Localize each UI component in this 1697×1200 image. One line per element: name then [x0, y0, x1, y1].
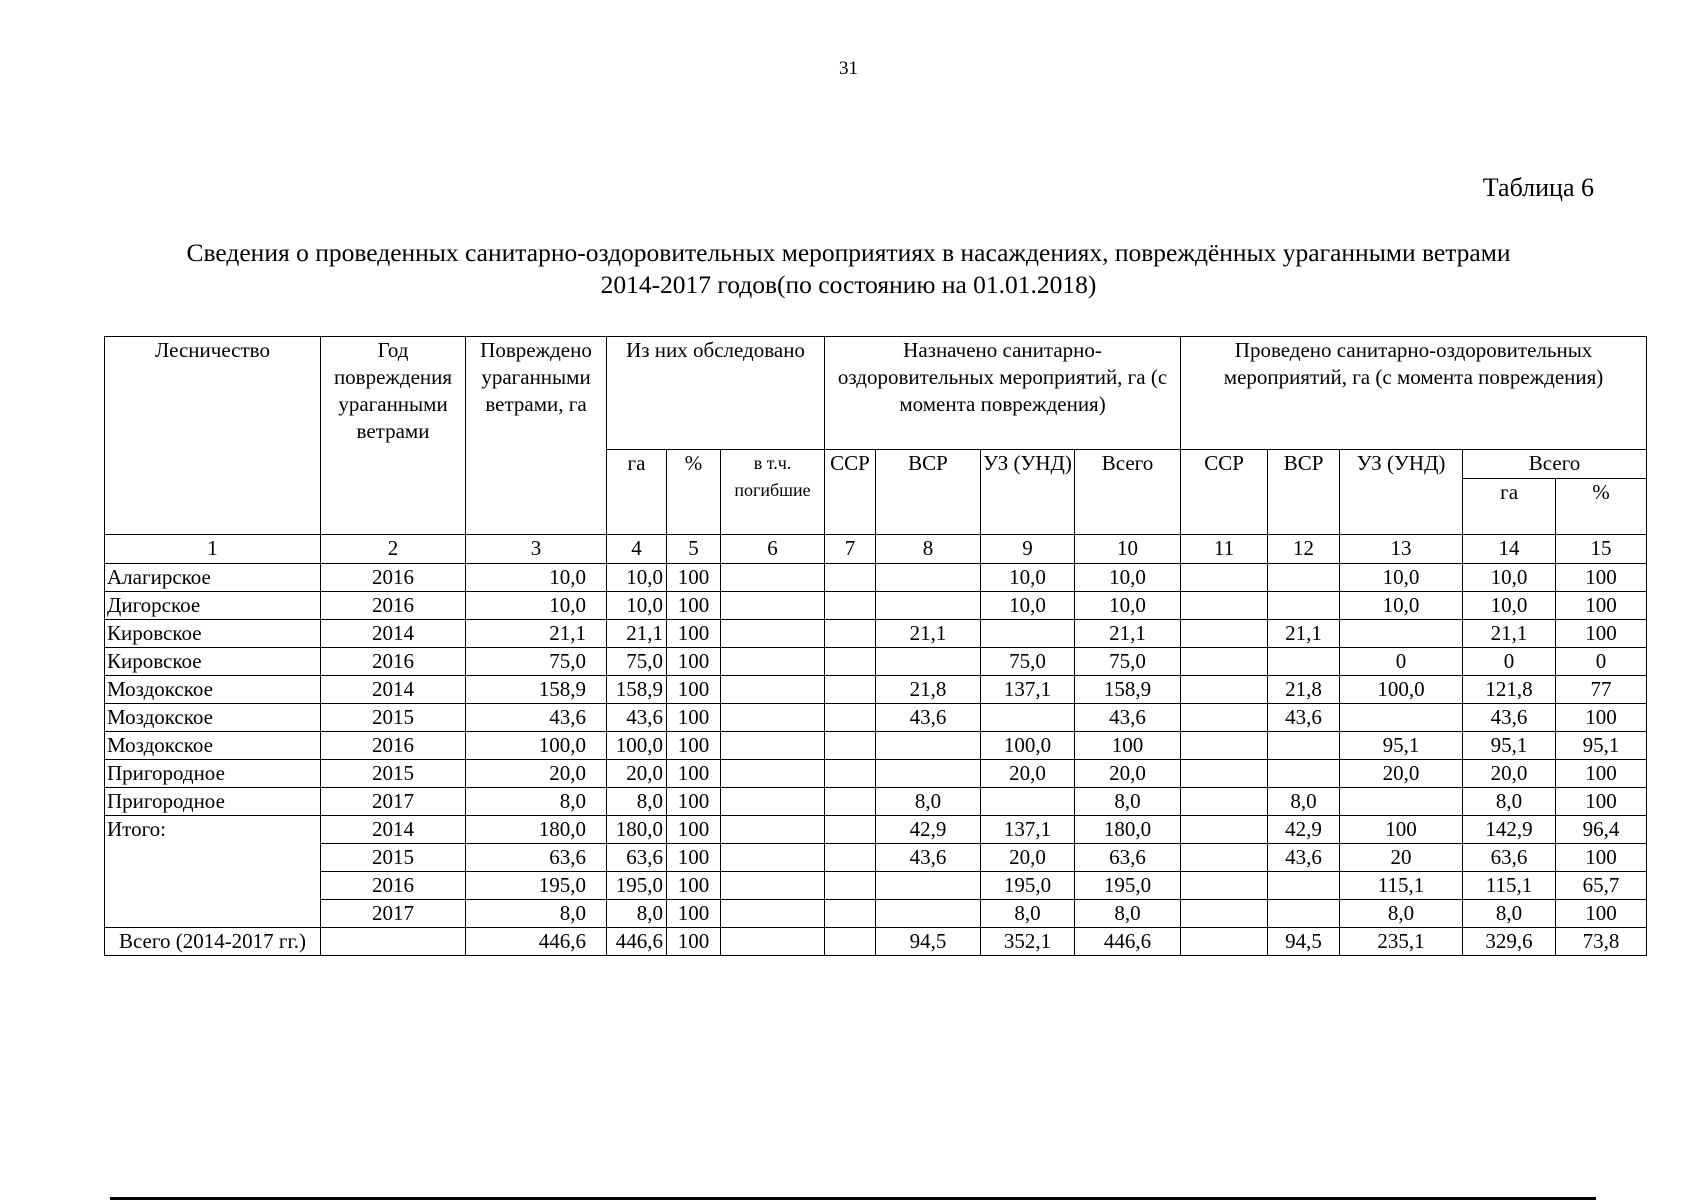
- cell-total-a: 75,0: [1075, 648, 1181, 676]
- cell-year: 2014: [321, 676, 466, 704]
- cell-total-c-ha: 95,1: [1463, 732, 1556, 760]
- cell-uz-c: [1340, 620, 1463, 648]
- cell-dead: [721, 900, 825, 928]
- cell-ssr-a: [825, 732, 876, 760]
- column-number-row: [105, 535, 1647, 564]
- column-number: 6: [721, 535, 825, 564]
- cell-surv-ha: 63,6: [607, 844, 667, 872]
- cell-vsr-a: 21,1: [876, 620, 981, 648]
- cell-surv-ha: 10,0: [607, 564, 667, 592]
- cell-vsr-a: [876, 732, 981, 760]
- cell-damaged: 195,0: [466, 872, 607, 900]
- cell-dead: [721, 872, 825, 900]
- cell-forestry: Моздокское: [105, 704, 321, 732]
- cell-vsr-a: 94,5: [876, 928, 981, 956]
- cell-damaged: 21,1: [466, 620, 607, 648]
- cell-uz-c: 0: [1340, 648, 1463, 676]
- cell-total-c-ha: 8,0: [1463, 900, 1556, 928]
- cell-total-c-pct: 100: [1556, 592, 1647, 620]
- cell-year: 2014: [321, 620, 466, 648]
- cell-total-c-ha: 10,0: [1463, 564, 1556, 592]
- cell-ssr-a: [825, 872, 876, 900]
- cell-surv-ha: 100,0: [607, 732, 667, 760]
- cell-total-a: 21,1: [1075, 620, 1181, 648]
- cell-total-c-ha: 21,1: [1463, 620, 1556, 648]
- cell-ssr-c: [1181, 872, 1268, 900]
- totals-row: [105, 844, 1647, 872]
- cell-total-a: 8,0: [1075, 900, 1181, 928]
- header-damaged: Повреждено ураганными ветрами, га: [466, 337, 607, 535]
- cell-vsr-c: [1268, 732, 1340, 760]
- cell-damaged: 10,0: [466, 592, 607, 620]
- cell-ssr-a: [825, 760, 876, 788]
- cell-damaged: 180,0: [466, 816, 607, 844]
- header-total-conducted-pct: %: [1556, 479, 1647, 535]
- title-line-1: Сведения о проведенных санитарно-оздоровительных мероприятиях в насаждениях, повреждённых ураганными ветрами: [186, 238, 1511, 267]
- cell-vsr-a: 21,8: [876, 676, 981, 704]
- cell-year: 2015: [321, 844, 466, 872]
- header-ssr-conducted: ССР: [1181, 450, 1268, 535]
- cell-total-a: 446,6: [1075, 928, 1181, 956]
- cell-uz-a: 195,0: [981, 872, 1075, 900]
- cell-forestry: Кировское: [105, 648, 321, 676]
- cell-uz-a: 137,1: [981, 676, 1075, 704]
- cell-dead: [721, 760, 825, 788]
- cell-surv-pct: 100: [667, 760, 721, 788]
- cell-uz-a: 10,0: [981, 564, 1075, 592]
- cell-dead: [721, 648, 825, 676]
- cell-surv-pct: 100: [667, 620, 721, 648]
- cell-uz-a: 352,1: [981, 928, 1075, 956]
- cell-total-a: 20,0: [1075, 760, 1181, 788]
- cell-uz-a: 8,0: [981, 900, 1075, 928]
- column-number: 11: [1181, 535, 1268, 564]
- cell-forestry: Моздокское: [105, 732, 321, 760]
- cell-year: 2015: [321, 760, 466, 788]
- cell-vsr-a: [876, 648, 981, 676]
- cell-ssr-c: [1181, 732, 1268, 760]
- column-number: 1: [105, 535, 321, 564]
- header-vsr-conducted: ВСР: [1268, 450, 1340, 535]
- header-year: Год повреждения ураганными ветрами: [321, 337, 466, 535]
- cell-surv-pct: 100: [667, 872, 721, 900]
- cell-uz-c: 10,0: [1340, 564, 1463, 592]
- cell-total-c-pct: 100: [1556, 620, 1647, 648]
- cell-vsr-c: 43,6: [1268, 844, 1340, 872]
- cell-year: 2017: [321, 900, 466, 928]
- cell-uz-c: 115,1: [1340, 872, 1463, 900]
- cell-vsr-c: 43,6: [1268, 704, 1340, 732]
- cell-uz-c: 20: [1340, 844, 1463, 872]
- header-vsr-assigned: ВСР: [876, 450, 981, 535]
- cell-ssr-c: [1181, 704, 1268, 732]
- cell-surv-pct: 100: [667, 704, 721, 732]
- column-number: 4: [607, 535, 667, 564]
- cell-total-c-ha: 8,0: [1463, 788, 1556, 816]
- cell-year: 2016: [321, 732, 466, 760]
- table-body: [105, 564, 1647, 956]
- cell-total-c-ha: 10,0: [1463, 592, 1556, 620]
- cell-total-c-pct: 96,4: [1556, 816, 1647, 844]
- cell-surv-pct: 100: [667, 564, 721, 592]
- cell-damaged: 158,9: [466, 676, 607, 704]
- cell-ssr-c: [1181, 816, 1268, 844]
- cell-uz-c: 10,0: [1340, 592, 1463, 620]
- cell-year: 2017: [321, 788, 466, 816]
- cell-uz-c: 100,0: [1340, 676, 1463, 704]
- cell-ssr-c: [1181, 564, 1268, 592]
- cell-uz-c: [1340, 704, 1463, 732]
- cell-dead: [721, 592, 825, 620]
- column-number: 15: [1556, 535, 1647, 564]
- cell-total-c-ha: 115,1: [1463, 872, 1556, 900]
- cell-total-c-ha: 142,9: [1463, 816, 1556, 844]
- table-label: Таблица 6: [1482, 173, 1594, 202]
- cell-total-c-pct: 77: [1556, 676, 1647, 704]
- cell-damaged: 8,0: [466, 788, 607, 816]
- header-dead: в т.ч. погибшие: [721, 450, 825, 535]
- cell-vsr-c: [1268, 872, 1340, 900]
- cell-uz-a: 20,0: [981, 844, 1075, 872]
- cell-total-c-pct: 73,8: [1556, 928, 1647, 956]
- cell-total-a: 100: [1075, 732, 1181, 760]
- cell-uz-a: [981, 620, 1075, 648]
- cell-uz-a: [981, 704, 1075, 732]
- cell-vsr-a: 43,6: [876, 844, 981, 872]
- cell-ssr-c: [1181, 620, 1268, 648]
- cell-vsr-a: [876, 760, 981, 788]
- cell-total-a: 195,0: [1075, 872, 1181, 900]
- cell-surv-pct: 100: [667, 900, 721, 928]
- cell-year: [321, 928, 466, 956]
- cell-total-c-ha: 43,6: [1463, 704, 1556, 732]
- cell-surv-pct: 100: [667, 816, 721, 844]
- cell-uz-a: 100,0: [981, 732, 1075, 760]
- table-row: [105, 620, 1647, 648]
- title-line-2: 2014-2017 годов(по состоянию на 01.01.2018): [600, 270, 1097, 299]
- cell-uz-a: 20,0: [981, 760, 1075, 788]
- cell-year: 2016: [321, 872, 466, 900]
- cell-total-c-pct: 95,1: [1556, 732, 1647, 760]
- cell-forestry: Пригородное: [105, 788, 321, 816]
- cell-dead: [721, 816, 825, 844]
- table-row: [105, 732, 1647, 760]
- cell-total-a: 8,0: [1075, 788, 1181, 816]
- cell-ssr-a: [825, 564, 876, 592]
- cell-total-c-pct: 100: [1556, 788, 1647, 816]
- cell-damaged: 63,6: [466, 844, 607, 872]
- report-table: [104, 336, 1647, 956]
- cell-total-c-pct: 100: [1556, 844, 1647, 872]
- cell-dead: [721, 788, 825, 816]
- cell-ssr-c: [1181, 648, 1268, 676]
- cell-surv-ha: 20,0: [607, 760, 667, 788]
- cell-forestry: Кировское: [105, 620, 321, 648]
- totals-row: [105, 816, 1647, 844]
- cell-vsr-c: [1268, 648, 1340, 676]
- cell-surv-ha: 10,0: [607, 592, 667, 620]
- cell-surv-ha: 8,0: [607, 900, 667, 928]
- cell-total-c-pct: 100: [1556, 704, 1647, 732]
- cell-vsr-a: 8,0: [876, 788, 981, 816]
- cell-total-a: 43,6: [1075, 704, 1181, 732]
- cell-dead: [721, 676, 825, 704]
- cell-surv-ha: 158,9: [607, 676, 667, 704]
- cell-vsr-c: 42,9: [1268, 816, 1340, 844]
- header-uz-assigned: УЗ (УНД): [981, 450, 1075, 535]
- cell-total-a: 10,0: [1075, 592, 1181, 620]
- cell-dead: [721, 844, 825, 872]
- table-row: [105, 592, 1647, 620]
- cell-damaged: 20,0: [466, 760, 607, 788]
- cell-total-c-ha: 0: [1463, 648, 1556, 676]
- cell-vsr-c: [1268, 592, 1340, 620]
- cell-vsr-a: 42,9: [876, 816, 981, 844]
- cell-vsr-a: [876, 564, 981, 592]
- header-total-conducted: Всего: [1463, 450, 1647, 479]
- column-number: 8: [876, 535, 981, 564]
- cell-dead: [721, 928, 825, 956]
- cell-uz-a: 10,0: [981, 592, 1075, 620]
- grand-total-row: [105, 928, 1647, 956]
- cell-ssr-c: [1181, 928, 1268, 956]
- cell-surv-ha: 43,6: [607, 704, 667, 732]
- header-surveyed: Из них обследовано: [607, 337, 825, 450]
- totals-row: [105, 900, 1647, 928]
- cell-year: 2016: [321, 648, 466, 676]
- cell-total-c-pct: 100: [1556, 760, 1647, 788]
- cell-uz-c: 100: [1340, 816, 1463, 844]
- cell-surv-pct: 100: [667, 592, 721, 620]
- cell-uz-a: 75,0: [981, 648, 1075, 676]
- cell-surv-ha: 21,1: [607, 620, 667, 648]
- table-row: [105, 760, 1647, 788]
- cell-ssr-a: [825, 676, 876, 704]
- cell-damaged: 43,6: [466, 704, 607, 732]
- cell-total-a: 180,0: [1075, 816, 1181, 844]
- header-uz-conducted: УЗ (УНД): [1340, 450, 1463, 535]
- cell-total-c-pct: 100: [1556, 564, 1647, 592]
- cell-ssr-a: [825, 592, 876, 620]
- cell-year: 2014: [321, 816, 466, 844]
- cell-total-a: 63,6: [1075, 844, 1181, 872]
- cell-dead: [721, 620, 825, 648]
- cell-uz-c: 20,0: [1340, 760, 1463, 788]
- cell-total-a: 158,9: [1075, 676, 1181, 704]
- cell-vsr-a: [876, 592, 981, 620]
- cell-ssr-a: [825, 928, 876, 956]
- cell-vsr-c: [1268, 900, 1340, 928]
- cell-uz-a: 137,1: [981, 816, 1075, 844]
- cell-ssr-c: [1181, 760, 1268, 788]
- column-number: 9: [981, 535, 1075, 564]
- cell-forestry: Дигорское: [105, 592, 321, 620]
- column-number: 14: [1463, 535, 1556, 564]
- cell-damaged: 75,0: [466, 648, 607, 676]
- cell-total-c-ha: 20,0: [1463, 760, 1556, 788]
- grand-total-label: Всего (2014-2017 гг.): [105, 928, 321, 956]
- header-assigned: Назначено санитарно-оздоровительных мероприятий, га (с момента повреждения): [825, 337, 1181, 450]
- cell-ssr-a: [825, 648, 876, 676]
- column-number: 3: [466, 535, 607, 564]
- cell-dead: [721, 564, 825, 592]
- cell-total-c-ha: 329,6: [1463, 928, 1556, 956]
- cell-uz-c: 235,1: [1340, 928, 1463, 956]
- cell-uz-c: [1340, 788, 1463, 816]
- table-row: [105, 676, 1647, 704]
- header-total-assigned: Всего: [1075, 450, 1181, 535]
- cell-surv-ha: 195,0: [607, 872, 667, 900]
- cell-vsr-a: [876, 900, 981, 928]
- cell-ssr-a: [825, 844, 876, 872]
- column-number: 10: [1075, 535, 1181, 564]
- table-header: [105, 337, 1647, 564]
- column-number: 13: [1340, 535, 1463, 564]
- cell-ssr-c: [1181, 676, 1268, 704]
- cell-total-c-ha: 63,6: [1463, 844, 1556, 872]
- cell-year: 2016: [321, 564, 466, 592]
- cell-forestry: Алагирское: [105, 564, 321, 592]
- table-row: [105, 704, 1647, 732]
- cell-vsr-c: 21,8: [1268, 676, 1340, 704]
- cell-damaged: 100,0: [466, 732, 607, 760]
- header-forestry: Лесничество: [105, 337, 321, 535]
- header-ssr-assigned: ССР: [825, 450, 876, 535]
- cell-ssr-a: [825, 788, 876, 816]
- page-number: 31: [839, 58, 858, 79]
- cell-ssr-c: [1181, 788, 1268, 816]
- cell-dead: [721, 704, 825, 732]
- cell-dead: [721, 732, 825, 760]
- cell-ssr-a: [825, 816, 876, 844]
- cell-surv-pct: 100: [667, 928, 721, 956]
- cell-vsr-c: 21,1: [1268, 620, 1340, 648]
- cell-vsr-c: 8,0: [1268, 788, 1340, 816]
- column-number: 5: [667, 535, 721, 564]
- cell-uz-c: 95,1: [1340, 732, 1463, 760]
- cell-surv-pct: 100: [667, 676, 721, 704]
- cell-year: 2016: [321, 592, 466, 620]
- cell-total-c-pct: 100: [1556, 900, 1647, 928]
- cell-damaged: 10,0: [466, 564, 607, 592]
- cell-total-c-pct: 65,7: [1556, 872, 1647, 900]
- cell-uz-c: 8,0: [1340, 900, 1463, 928]
- cell-surv-ha: 8,0: [607, 788, 667, 816]
- header-conducted: Проведено санитарно-оздоровительных мероприятий, га (с момента повреждения): [1181, 337, 1647, 450]
- cell-ssr-a: [825, 620, 876, 648]
- column-number: 7: [825, 535, 876, 564]
- cell-vsr-c: [1268, 760, 1340, 788]
- cell-damaged: 446,6: [466, 928, 607, 956]
- cell-ssr-c: [1181, 844, 1268, 872]
- cell-surv-pct: 100: [667, 648, 721, 676]
- cell-surv-ha: 446,6: [607, 928, 667, 956]
- document-title: [105, 237, 1592, 301]
- cell-vsr-a: 43,6: [876, 704, 981, 732]
- cell-total-c-pct: 0: [1556, 648, 1647, 676]
- cell-surv-pct: 100: [667, 844, 721, 872]
- cell-ssr-c: [1181, 592, 1268, 620]
- totals-label: Итого:: [105, 816, 321, 928]
- header-total-conducted-ha: га: [1463, 479, 1556, 535]
- cell-vsr-a: [876, 872, 981, 900]
- header-surveyed-ha: га: [607, 450, 667, 535]
- cell-total-a: 10,0: [1075, 564, 1181, 592]
- table-row: [105, 788, 1647, 816]
- cell-damaged: 8,0: [466, 900, 607, 928]
- cell-uz-a: [981, 788, 1075, 816]
- cell-vsr-c: [1268, 564, 1340, 592]
- table-row: [105, 564, 1647, 592]
- cell-surv-pct: 100: [667, 788, 721, 816]
- cell-ssr-a: [825, 900, 876, 928]
- cell-total-c-ha: 121,8: [1463, 676, 1556, 704]
- column-number: 12: [1268, 535, 1340, 564]
- cell-ssr-a: [825, 704, 876, 732]
- cell-surv-ha: 75,0: [607, 648, 667, 676]
- cell-surv-ha: 180,0: [607, 816, 667, 844]
- table-row: [105, 648, 1647, 676]
- cell-surv-pct: 100: [667, 732, 721, 760]
- cell-forestry: Моздокское: [105, 676, 321, 704]
- column-number: 2: [321, 535, 466, 564]
- header-surveyed-pct: %: [667, 450, 721, 535]
- cell-vsr-c: 94,5: [1268, 928, 1340, 956]
- cell-ssr-c: [1181, 900, 1268, 928]
- cell-year: 2015: [321, 704, 466, 732]
- cell-forestry: Пригородное: [105, 760, 321, 788]
- totals-row: [105, 872, 1647, 900]
